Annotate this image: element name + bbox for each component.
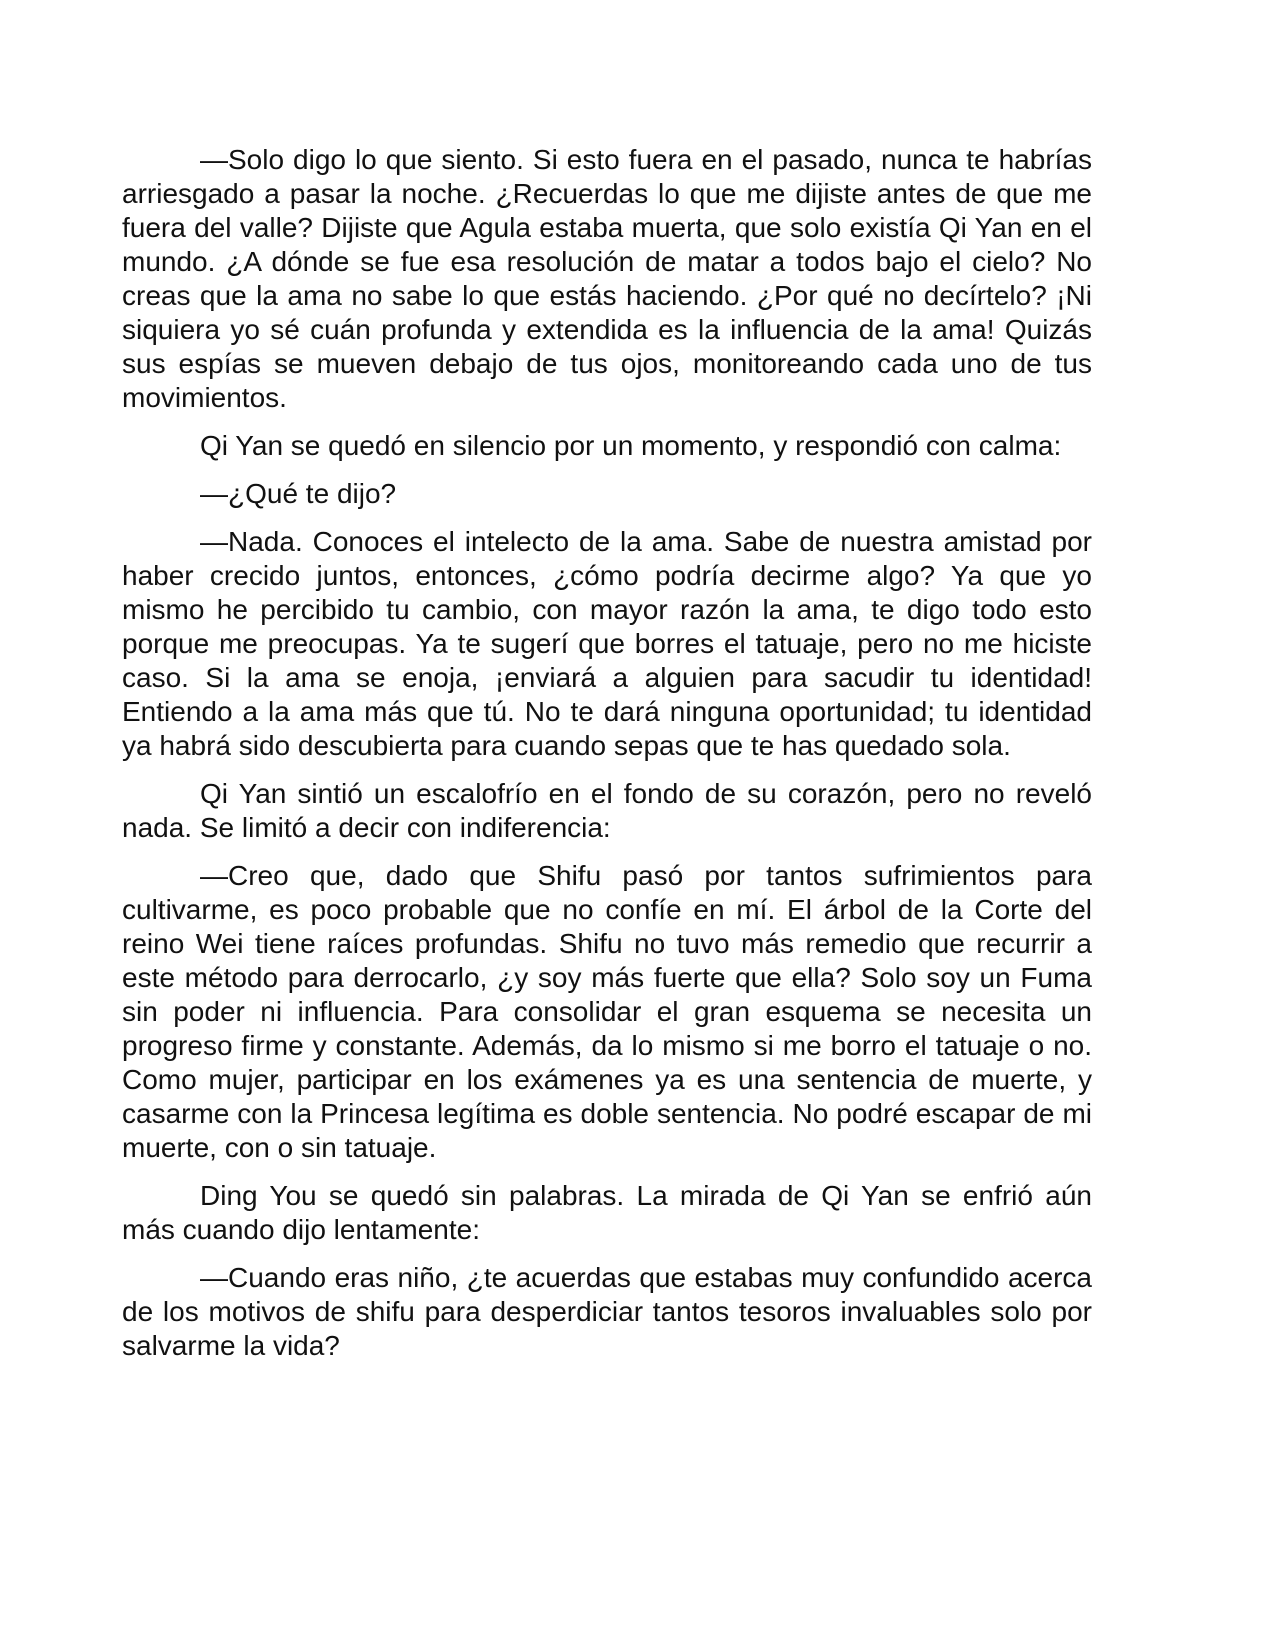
paragraph: —Nada. Conoces el intelecto de la ama. Sabe de nuestra amistad por haber crecido juntos, entonces, ¿cómo podría decirme algo? Ya que yo mismo he percibido tu cambio, con mayor razón la ama, te digo todo esto porque me preocupas. Ya te sugerí que borres el tatuaje, pero no me hiciste caso. Si la ama se enoja, ¡enviará a alguien para sacudir tu identidad! Entiendo a la ama más que tú. No te dará ninguna oportunidad; tu identidad ya habrá sido descubierta para cuando sepas que te has quedado sola. [122,526,1092,761]
paragraph: Qi Yan se quedó en silencio por un momento, y respondió con calma: [200,430,1062,461]
paragraph: Ding You se quedó sin palabras. La mirada de Qi Yan se enfrió aún más cuando dijo lentamente: [122,1180,1092,1245]
paragraph: —¿Qué te dijo? [200,478,397,509]
paragraph: —Solo digo lo que siento. Si esto fuera en el pasado, nunca te habrías arriesgado a pasar la noche. ¿Recuerdas lo que me dijiste antes de que me fuera del valle? Dijiste que Agula estaba muerta, que solo existía Qi Yan en el mundo. ¿A dónde se fue esa resolución de matar a todos bajo el cielo? No creas que la ama no sabe lo que estás haciendo. ¿Por qué no decírtelo? ¡Ni siquiera yo sé cuán profunda y extendida es la influencia de la ama! Quizás sus espías se mueven debajo de tus ojos, monitoreando cada uno de tus movimientos. [122,144,1092,413]
paragraph: —Cuando eras niño, ¿te acuerdas que estabas muy confundido acerca de los motivos de shifu para desperdiciar tantos tesoros invaluables solo por salvarme la vida? [122,1262,1092,1361]
paragraph: —Creo que, dado que Shifu pasó por tantos sufrimientos para cultivarme, es poco probable que no confíe en mí. El árbol de la Corte del reino Wei tiene raíces profundas. Shifu no tuvo más remedio que recurrir a este método para derrocarlo, ¿y soy más fuerte que ella? Solo soy un Fuma sin poder ni influencia. Para consolidar el gran esquema se necesita un progreso firme y constante. Además, da lo mismo si me borro el tatuaje o no. Como mujer, participar en los exámenes ya es una sentencia de muerte, y casarme con la Princesa legítima es doble sentencia. No podré escapar de mi muerte, con o sin tatuaje. [122,860,1092,1163]
paragraph: Qi Yan sintió un escalofrío en el fondo de su corazón, pero no reveló nada. Se limitó a decir con indiferencia: [122,778,1092,843]
text-body [122,143,1092,1377]
